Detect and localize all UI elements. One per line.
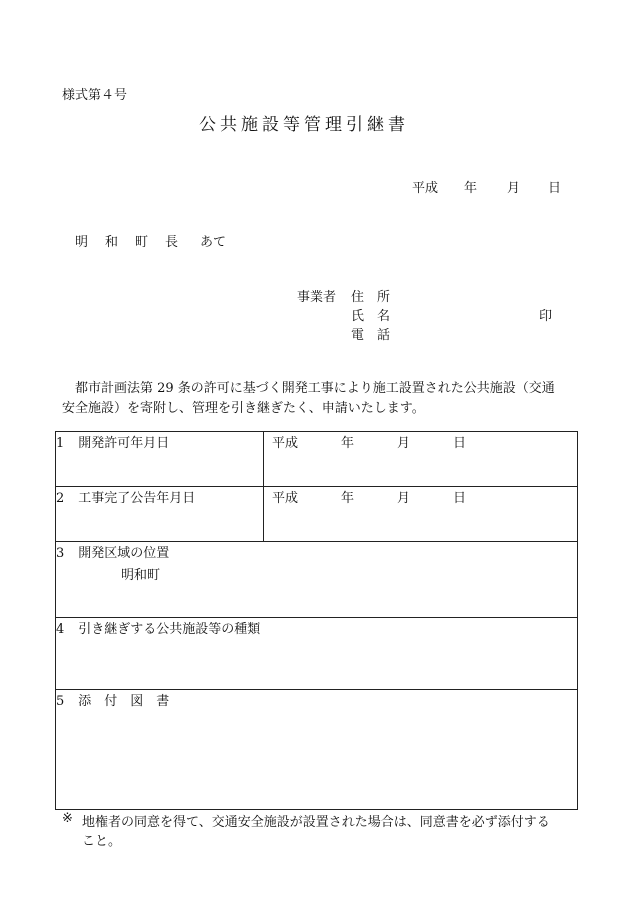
name-label: 氏 名	[351, 309, 391, 324]
phone-label: 電 話	[351, 328, 391, 343]
row4-number: 4	[56, 622, 65, 637]
body-text-line1: 都市計画法第 29 条の許可に基づく開発工事により施工設置された公共施設（交通	[75, 381, 555, 396]
table-row	[56, 542, 578, 618]
row2-year: 年	[341, 491, 355, 506]
date-day: 日	[548, 181, 562, 196]
body-text-line2: 安全施設）を寄附し、管理を引き継ぎたく、申請いたします。	[62, 401, 425, 416]
row4-cell[interactable]	[56, 618, 578, 690]
applicant-label: 事業者	[297, 290, 337, 305]
row2-label-cell	[56, 487, 264, 542]
row2-label: 工事完了公告年月日	[78, 491, 196, 506]
document-title: 公共施設等管理引継書	[199, 115, 409, 135]
row1-year: 年	[341, 436, 355, 451]
row2-day: 日	[453, 491, 467, 506]
table-row	[56, 487, 578, 542]
row1-label: 開発許可年月日	[78, 436, 170, 451]
addressee-suffix: あて	[200, 235, 227, 250]
row1-day: 日	[453, 436, 467, 451]
table-row	[56, 690, 578, 810]
row5-cell[interactable]	[56, 690, 578, 810]
row1-month: 月	[397, 436, 411, 451]
row1-label-cell	[56, 432, 264, 487]
application-table	[55, 431, 578, 810]
row3-label: 開発区域の位置	[78, 546, 170, 561]
row5-number: 5	[56, 694, 65, 709]
row2-value-cell[interactable]	[264, 487, 578, 542]
table-row	[56, 432, 578, 487]
row1-value-cell[interactable]	[264, 432, 578, 487]
row3-cell[interactable]	[56, 542, 578, 618]
row2-number: 2	[56, 491, 65, 506]
date-year: 年	[464, 181, 478, 196]
note-line1: 地権者の同意を得て、交通安全施設が設置された場合は、同意書を必ず添付する	[82, 815, 550, 830]
row1-era: 平成	[272, 436, 299, 451]
date-line	[412, 177, 561, 196]
row2-month: 月	[397, 491, 411, 506]
date-month: 月	[507, 181, 521, 196]
form-number: 様式第４号	[62, 88, 128, 103]
date-era: 平成	[412, 181, 439, 196]
row2-era: 平成	[272, 491, 299, 506]
note-mark: ※	[62, 811, 73, 826]
row1-number: 1	[56, 436, 65, 451]
row5-label: 添 付 図 書	[78, 694, 170, 709]
address-label: 住 所	[351, 290, 391, 305]
note-line2: こと。	[82, 834, 122, 849]
row4-label: 引き継ぎする公共施設等の種類	[78, 622, 261, 637]
row3-value: 明和町	[121, 568, 161, 583]
seal-mark: 印	[539, 309, 553, 324]
addressee	[75, 231, 226, 250]
addressee-name: 明 和 町 長	[75, 235, 181, 250]
row3-number: 3	[56, 546, 65, 561]
table-row	[56, 618, 578, 690]
